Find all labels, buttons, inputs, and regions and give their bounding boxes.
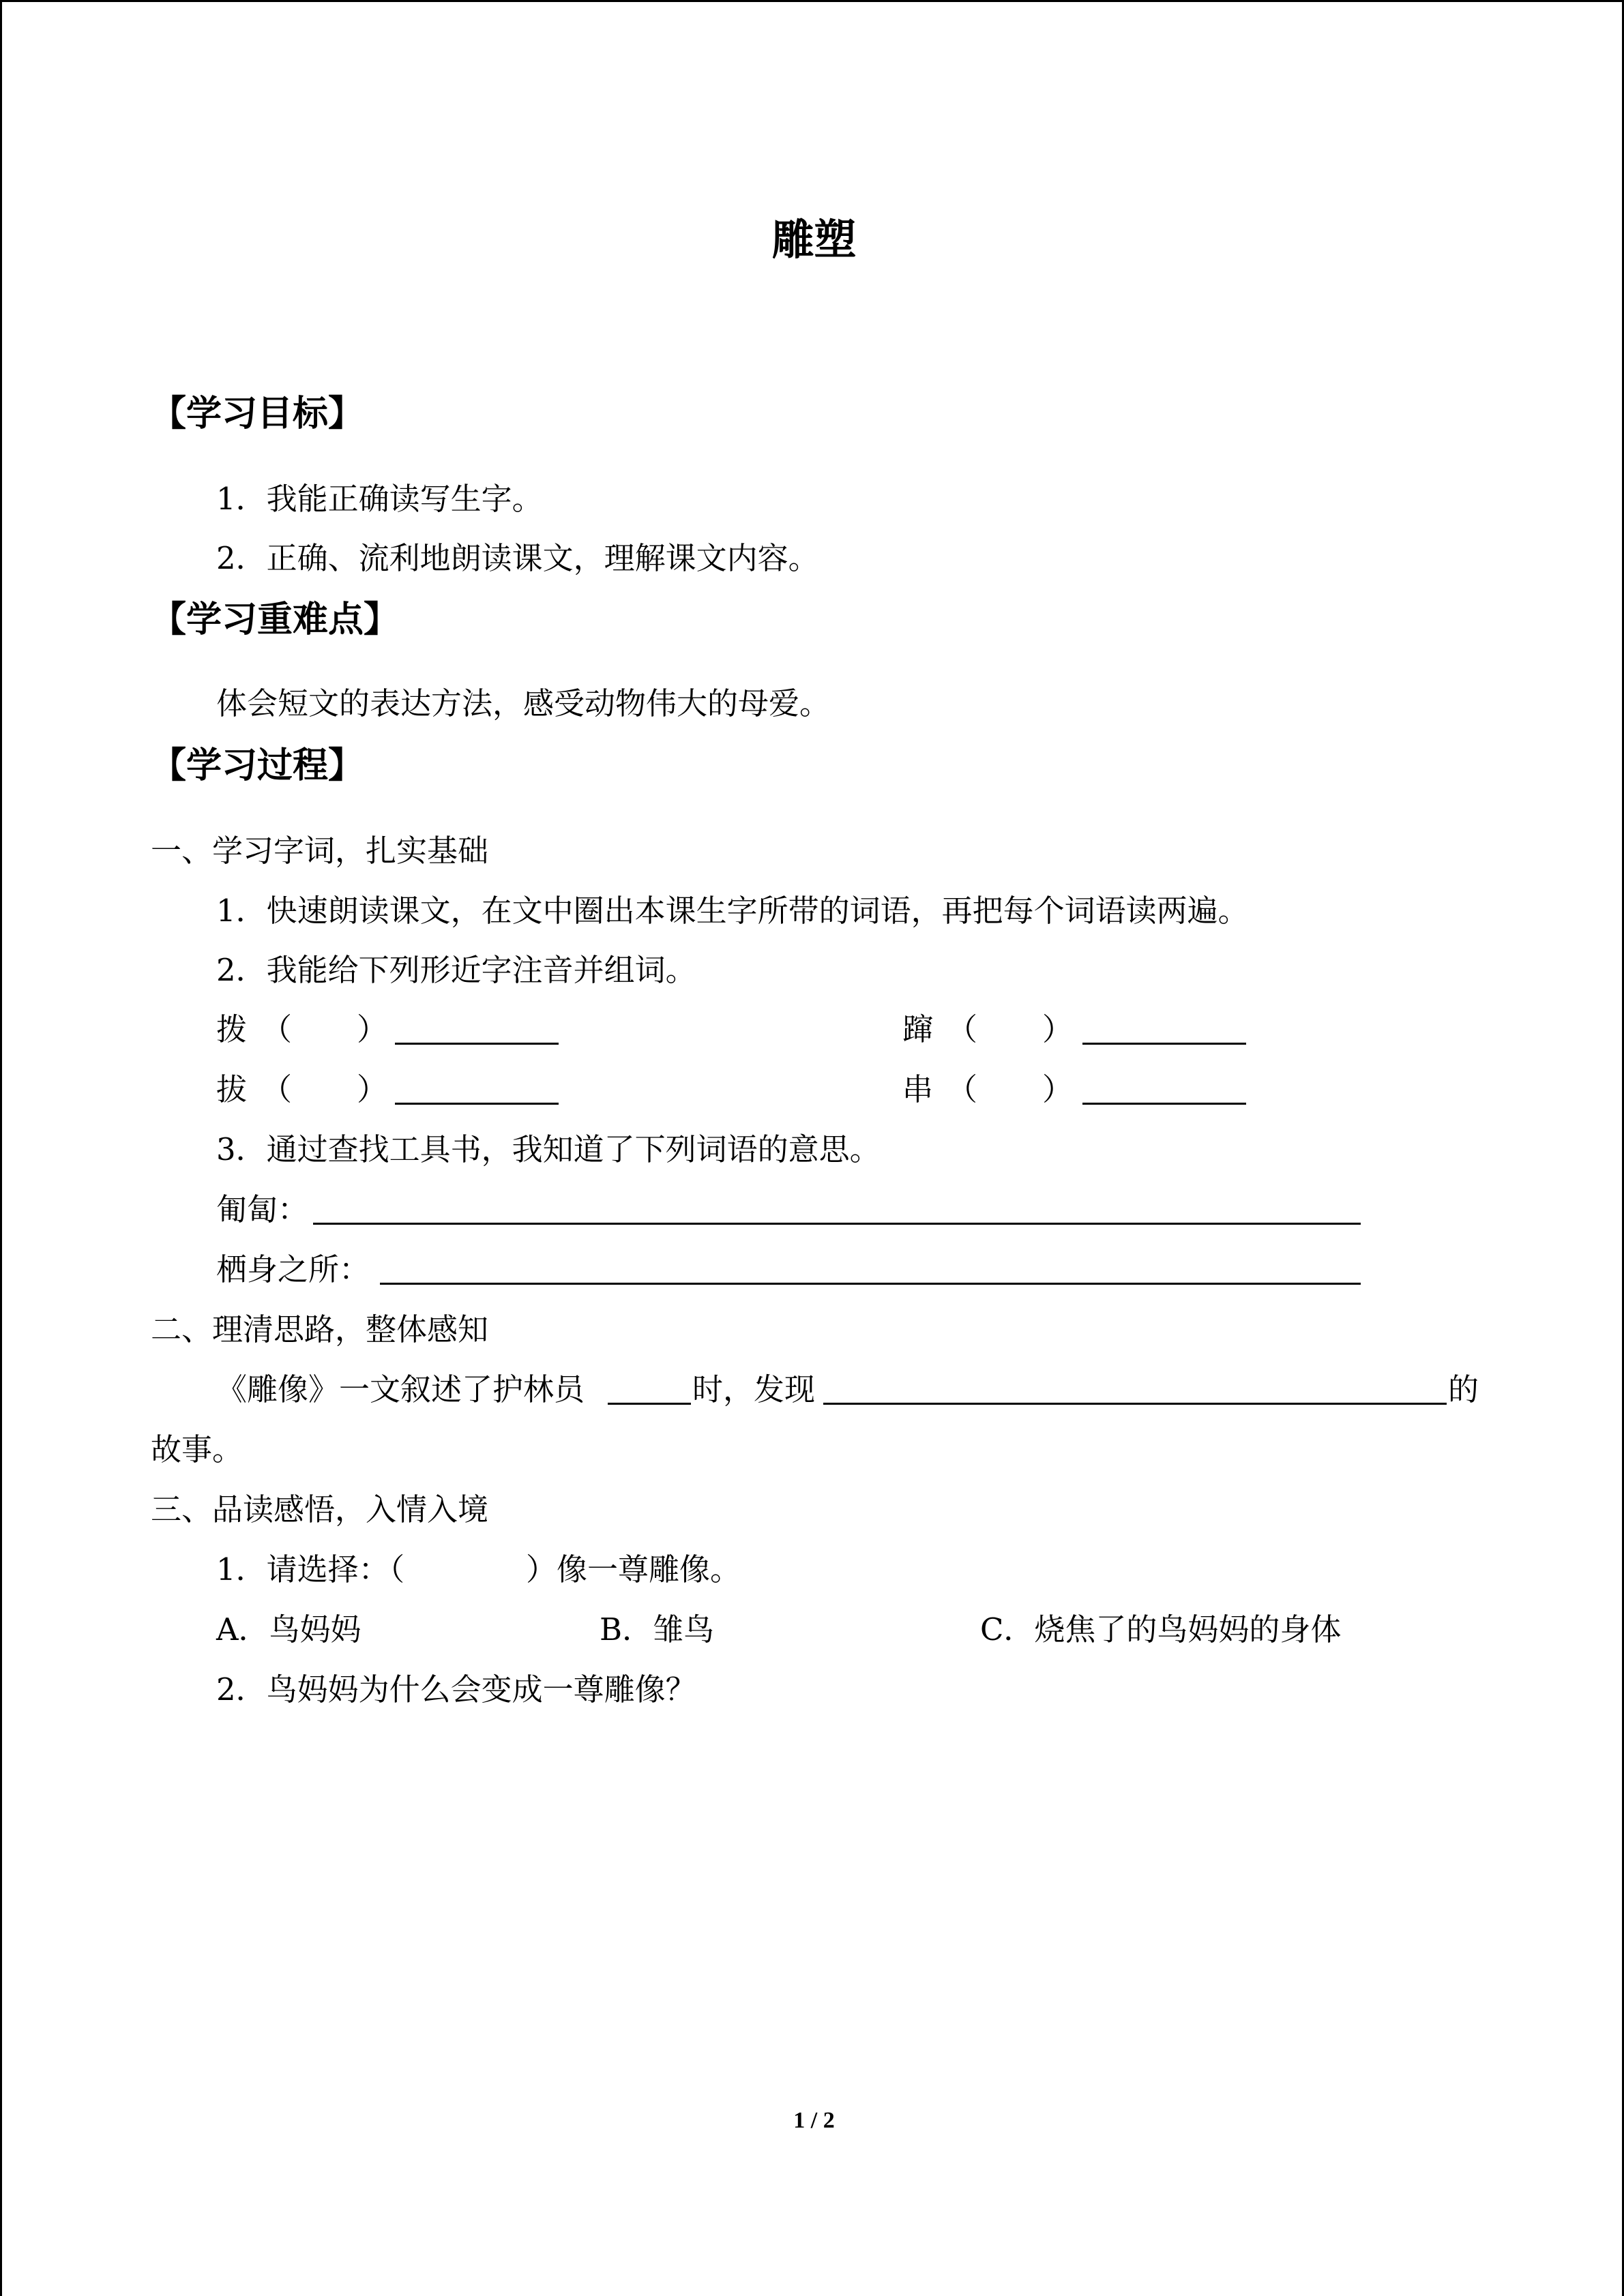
heading-learning-goals: 【学习目标】 bbox=[151, 393, 364, 434]
option-a[interactable]: A．鸟妈妈 bbox=[216, 1611, 361, 1648]
definition-blank-line[interactable] bbox=[380, 1283, 1361, 1285]
part2-sentence-start: 《雕像》一文叙述了护林员 bbox=[216, 1371, 585, 1407]
part3-question-2: 2．鸟妈妈为什么会变成一尊雕像？ bbox=[216, 1671, 696, 1708]
part2-sentence-middle: 时，发现 bbox=[692, 1371, 816, 1407]
heading-learning-process: 【学习过程】 bbox=[151, 745, 364, 786]
word-label-2: 栖身之所： bbox=[216, 1251, 370, 1287]
part1-question-2: 2．我能给下列形近字注音并组词。 bbox=[216, 952, 696, 988]
paren-close: ） bbox=[1042, 1071, 1074, 1107]
fill-blank-line[interactable] bbox=[608, 1403, 691, 1405]
part1-question-3: 3．通过查找工具书，我知道了下列词语的意思。 bbox=[216, 1131, 881, 1167]
heading-key-points: 【学习重难点】 bbox=[151, 599, 400, 640]
char-left-2: 拔 bbox=[216, 1071, 248, 1107]
paren-open: （ bbox=[947, 1011, 978, 1047]
option-b[interactable]: B．雏鸟 bbox=[600, 1611, 715, 1648]
part3-question-1-prefix: 1．请选择：（ bbox=[216, 1551, 405, 1587]
part1-title: 一、学习字词，扎实基础 bbox=[151, 833, 489, 869]
paren-close: ） bbox=[1042, 1011, 1074, 1047]
char-right-1: 蹿 bbox=[902, 1011, 934, 1047]
part2-sentence-continuation: 故事。 bbox=[151, 1431, 243, 1467]
word-blank-line[interactable] bbox=[1082, 1103, 1246, 1105]
char-left-1: 拨 bbox=[216, 1011, 248, 1047]
pinyin-blank-line[interactable] bbox=[395, 1043, 559, 1045]
word-label-1: 匍匐： bbox=[216, 1191, 309, 1227]
goal-item-1: 1．我能正确读写生字。 bbox=[216, 481, 543, 517]
part3-title: 三、品读感悟，入情入境 bbox=[151, 1491, 489, 1527]
part2-sentence-end: 的 bbox=[1448, 1371, 1479, 1407]
part1-question-1: 1．快速朗读课文，在文中圈出本课生字所带的词语，再把每个词语读两遍。 bbox=[216, 893, 1249, 929]
page-number: 1 / 2 bbox=[793, 2108, 835, 2133]
paren-open: （ bbox=[261, 1071, 293, 1107]
option-c[interactable]: C．烧焦了的鸟妈妈的身体 bbox=[980, 1611, 1342, 1648]
goal-item-2: 2．正确、流利地朗读课文，理解课文内容。 bbox=[216, 540, 819, 576]
part2-title: 二、理清思路，整体感知 bbox=[151, 1311, 489, 1347]
paren-close: ） bbox=[357, 1011, 388, 1047]
fill-blank-line[interactable] bbox=[823, 1403, 1447, 1405]
page-title: 雕塑 bbox=[771, 215, 857, 265]
paren-open: （ bbox=[947, 1071, 978, 1107]
word-blank-line[interactable] bbox=[1082, 1043, 1246, 1045]
definition-blank-line[interactable] bbox=[313, 1223, 1361, 1225]
part3-question-1-suffix: ）像一尊雕像。 bbox=[526, 1551, 741, 1587]
paren-open: （ bbox=[261, 1011, 293, 1047]
key-points-text: 体会短文的表达方法，感受动物伟大的母爱。 bbox=[216, 685, 831, 721]
word-blank-line[interactable] bbox=[395, 1103, 559, 1105]
char-right-2: 串 bbox=[902, 1071, 934, 1107]
paren-close: ） bbox=[357, 1071, 388, 1107]
